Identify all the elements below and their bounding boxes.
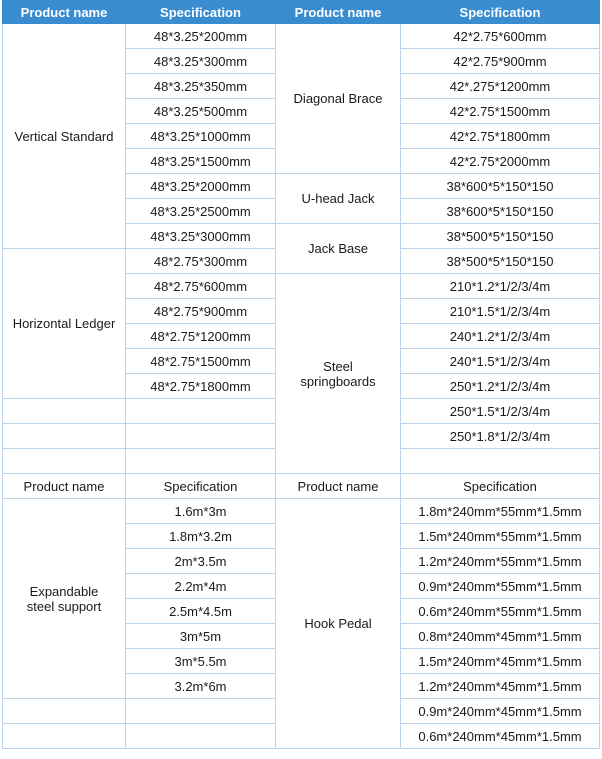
spec-cell: 38*600*5*150*150 xyxy=(401,199,600,224)
spec-cell: 42*2.75*2000mm xyxy=(401,149,600,174)
product-u-head-jack: U-head Jack xyxy=(276,174,401,224)
spec-cell: 0.6m*240mm*55mm*1.5mm xyxy=(401,599,600,624)
spec-cell: 210*1.5*1/2/3/4m xyxy=(401,299,600,324)
header-specification: Specification xyxy=(126,1,276,24)
spec-cell: 250*1.8*1/2/3/4m xyxy=(401,424,600,449)
spec-cell: 48*3.25*2500mm xyxy=(126,199,276,224)
table-row xyxy=(3,499,600,524)
spec-cell: 3m*5.5m xyxy=(126,649,276,674)
spec-cell: 48*3.25*350mm xyxy=(126,74,276,99)
header-product-name: Product name xyxy=(276,474,401,499)
spec-cell: 0.8m*240mm*45mm*1.5mm xyxy=(401,624,600,649)
spec-cell: 1.8m*3.2m xyxy=(126,524,276,549)
empty-cell xyxy=(126,699,276,724)
spec-cell: 48*3.25*3000mm xyxy=(126,224,276,249)
spec-cell: 1.6m*3m xyxy=(126,499,276,524)
product-jack-base: Jack Base xyxy=(276,224,401,274)
spec-cell: 48*2.75*1200mm xyxy=(126,324,276,349)
spec-cell: 48*2.75*1500mm xyxy=(126,349,276,374)
empty-cell xyxy=(3,699,126,724)
spec-cell: 3.2m*6m xyxy=(126,674,276,699)
spec-cell: 48*3.25*200mm xyxy=(126,24,276,49)
spec-cell: 48*3.25*1000mm xyxy=(126,124,276,149)
spec-cell: 48*3.25*1500mm xyxy=(126,149,276,174)
header-product-name: Product name xyxy=(3,474,126,499)
product-steel-springboards: Steel springboards xyxy=(276,274,401,474)
spec-cell: 48*3.25*500mm xyxy=(126,99,276,124)
spec-cell: 0.9m*240mm*55mm*1.5mm xyxy=(401,574,600,599)
spec-cell: 250*1.5*1/2/3/4m xyxy=(401,399,600,424)
spec-cell: 42*2.75*1500mm xyxy=(401,99,600,124)
empty-cell xyxy=(126,399,276,424)
spec-cell: 2m*3.5m xyxy=(126,549,276,574)
table-row xyxy=(3,24,600,49)
empty-cell xyxy=(3,449,126,474)
product-spec-table xyxy=(2,0,600,749)
spec-cell: 1.2m*240mm*55mm*1.5mm xyxy=(401,549,600,574)
header-product-name: Product name xyxy=(276,1,401,24)
header-specification: Specification xyxy=(126,474,276,499)
spec-cell: 250*1.2*1/2/3/4m xyxy=(401,374,600,399)
empty-cell xyxy=(126,449,276,474)
product-horizontal-ledger: Horizontal Ledger xyxy=(3,249,126,399)
spec-cell: 42*2.75*1800mm xyxy=(401,124,600,149)
spec-cell: 240*1.5*1/2/3/4m xyxy=(401,349,600,374)
spec-cell: 1.2m*240mm*45mm*1.5mm xyxy=(401,674,600,699)
empty-cell xyxy=(401,449,600,474)
header-specification: Specification xyxy=(401,474,600,499)
spec-cell: 42*2.75*900mm xyxy=(401,49,600,74)
product-vertical-standard: Vertical Standard xyxy=(3,24,126,249)
spec-cell: 38*500*5*150*150 xyxy=(401,249,600,274)
spec-cell: 1.5m*240mm*45mm*1.5mm xyxy=(401,649,600,674)
spec-cell: 48*2.75*300mm xyxy=(126,249,276,274)
empty-cell xyxy=(126,724,276,749)
empty-cell xyxy=(3,724,126,749)
spec-cell: 3m*5m xyxy=(126,624,276,649)
header-row-2 xyxy=(3,474,600,499)
header-row xyxy=(3,1,600,24)
spec-cell: 2.5m*4.5m xyxy=(126,599,276,624)
header-product-name: Product name xyxy=(3,1,126,24)
spec-cell: 48*3.25*2000mm xyxy=(126,174,276,199)
product-expandable-steel-support: Expandable steel support xyxy=(3,499,126,699)
header-specification: Specification xyxy=(401,1,600,24)
spec-cell: 38*500*5*150*150 xyxy=(401,224,600,249)
spec-cell: 48*2.75*1800mm xyxy=(126,374,276,399)
spec-cell: 48*2.75*900mm xyxy=(126,299,276,324)
spec-cell: 48*3.25*300mm xyxy=(126,49,276,74)
spec-cell: 2.2m*4m xyxy=(126,574,276,599)
spec-cell: 1.5m*240mm*55mm*1.5mm xyxy=(401,524,600,549)
spec-cell: 0.6m*240mm*45mm*1.5mm xyxy=(401,724,600,749)
spec-cell: 210*1.2*1/2/3/4m xyxy=(401,274,600,299)
product-diagonal-brace: Diagonal Brace xyxy=(276,24,401,174)
spec-cell: 42*.275*1200mm xyxy=(401,74,600,99)
product-hook-pedal: Hook Pedal xyxy=(276,499,401,749)
empty-cell xyxy=(3,399,126,424)
spec-cell: 240*1.2*1/2/3/4m xyxy=(401,324,600,349)
empty-cell xyxy=(3,424,126,449)
empty-cell xyxy=(126,424,276,449)
spec-cell: 42*2.75*600mm xyxy=(401,24,600,49)
spec-cell: 38*600*5*150*150 xyxy=(401,174,600,199)
spec-cell: 1.8m*240mm*55mm*1.5mm xyxy=(401,499,600,524)
spec-cell: 48*2.75*600mm xyxy=(126,274,276,299)
spec-cell: 0.9m*240mm*45mm*1.5mm xyxy=(401,699,600,724)
